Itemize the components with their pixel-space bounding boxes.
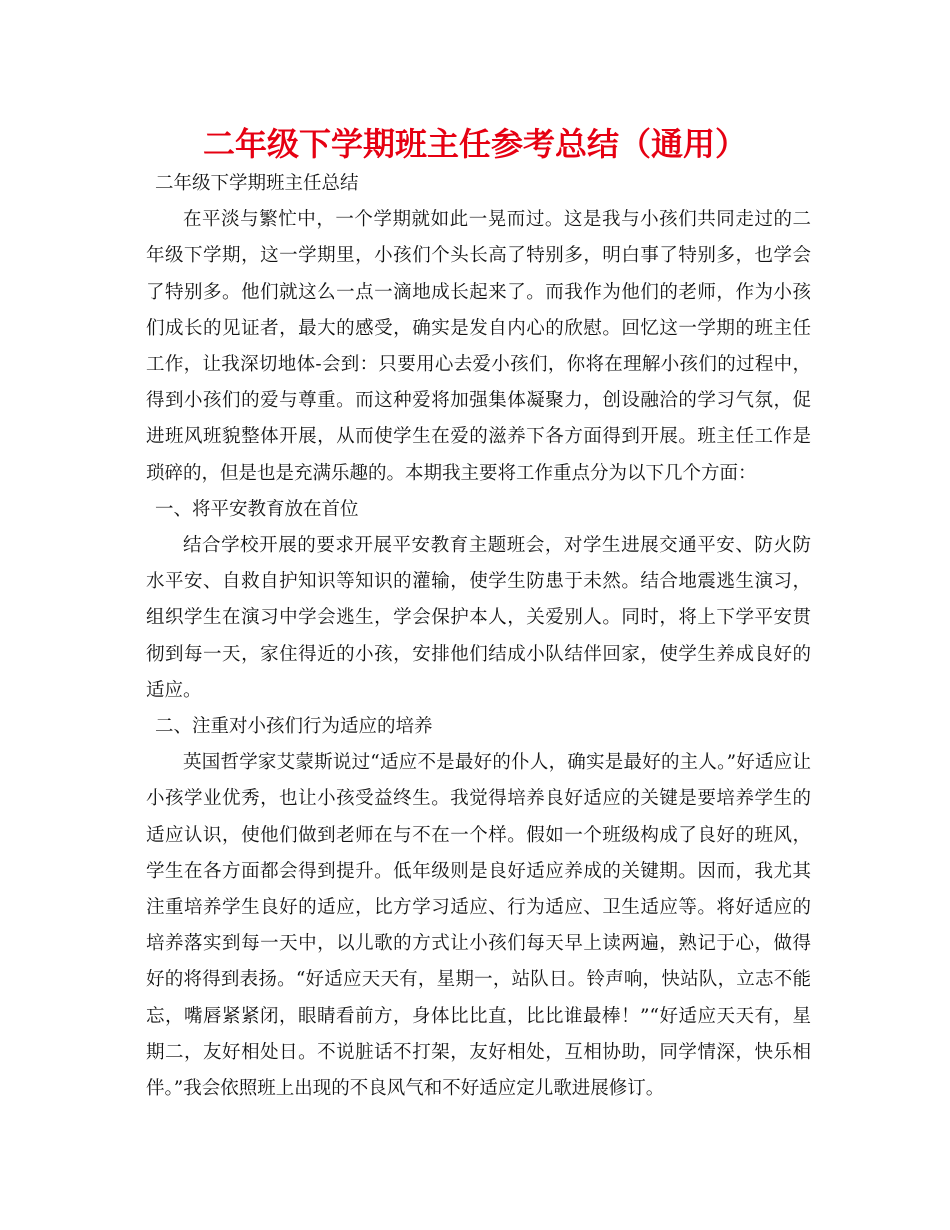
paragraph-intro: 在平淡与繁忙中，一个学期就如此一晃而过。这是我与小孩们共同走过的二年级下学期，这一学期里，小孩们个头长高了特别多，明白事了特别多，也学会了特别多。他们就这么一点一滴地成长起来了。而我作为他们的老师，作为小孩们成长的见证者，最大的感受，确实是发自内心的欣慰。回忆这一学期的班主任工作，让我深切地体-会到：只要用心去爱小孩们，你将在理解小孩们的过程中，得到小孩们的爱与尊重。而这种爱将加强集体凝聚力，创设融洽的学习气氛，促进班风班貌整体开展，从而使学生在爱的滋养下各方面得到开展。班主任工作是琐碎的，但是也是充满乐趣的。本期我主要将工作重点分为以下几个方面： xyxy=(146,209,811,484)
paragraph-habits: 英国哲学家艾蒙斯说过“适应不是最好的仆人，确实是最好的主人。”好适应让小孩学业优秀，也让小孩受益终生。我觉得培养良好适应的关键是要培养学生的适应认识，使他们做到老师在与不在一个样。假如一个班级构成了良好的班风，学生在各方面都会得到提升。低年级则是良好适应养成的关键期。因而，我尤其注重培养学生良好的适应，比方学习适应、行为适应、卫生适应等。将好适应的培养落实到每一天中，以儿歌的方式让小孩们每天早上读两遍，熟记于心，做得好的将得到表扬。“好适应天天有，星期一，站队日。铃声响，快站队，立志不能忘，嘴唇紧紧闭，眼睛看前方，身体比比直，比比谁最棒！”“好适应天天有，星期二，友好相处日。不说脏话不打架，友好相处，互相协助，同学情深，快乐相伴。”我会依照班上出现的不良风气和不好适应定儿歌进展修订。 xyxy=(146,752,811,1100)
paragraph-safety: 结合学校开展的要求开展平安教育主题班会，对学生进展交通平安、防火防水平安、自救自护知识等知识的灌输，使学生防患于未然。结合地震逃生演习，组织学生在演习中学会逃生，学会保护本人，关爱别人。同时，将上下学平安贯彻到每一天，家住得近的小孩，安排他们结成小队结伴回家，使学生养成良好的适应。 xyxy=(146,535,811,701)
document-title: 二年级下学期班主任参考总结（通用） xyxy=(202,125,747,163)
section-heading-summary: 二年级下学期班主任总结 xyxy=(155,173,359,194)
document-body xyxy=(146,166,811,1107)
section-heading-safety: 一、将平安教育放在首位 xyxy=(155,498,359,520)
section-heading-habits: 二、注重对小孩们行为适应的培养 xyxy=(155,716,433,738)
